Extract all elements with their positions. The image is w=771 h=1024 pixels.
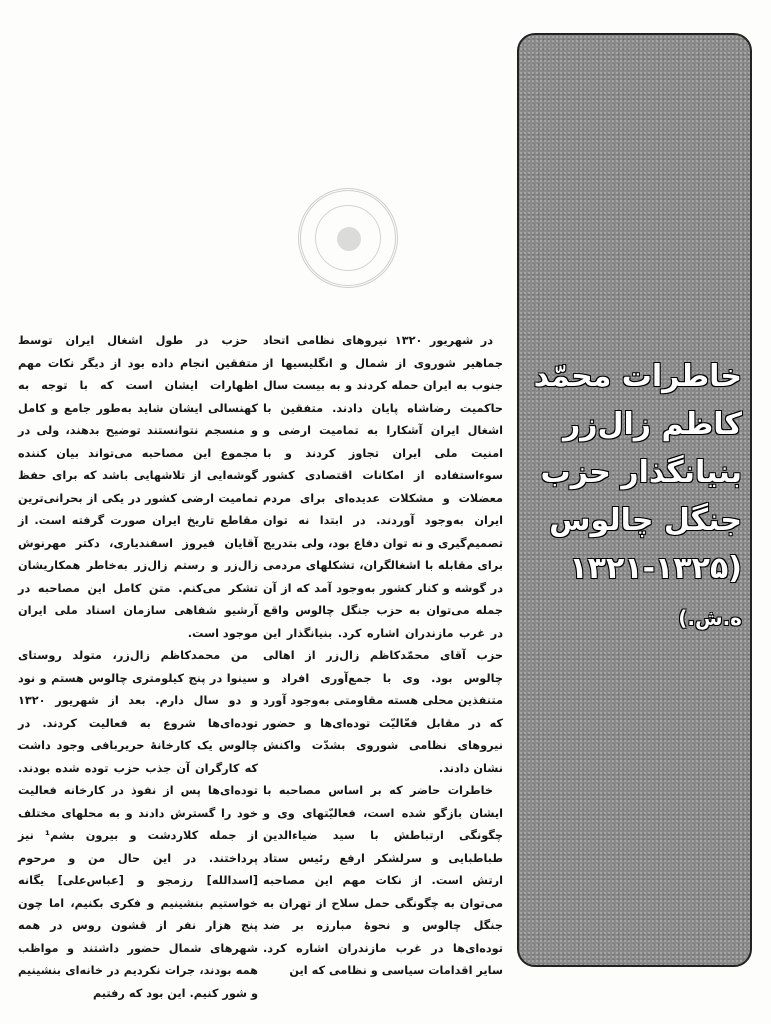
text-column-left <box>18 330 258 1005</box>
title-line: کاظم زال‌زر <box>562 407 742 442</box>
title-line: خاطرات محمّد <box>533 359 742 394</box>
stamp-emblem-icon <box>337 227 361 251</box>
paragraph: خاطرات حاضر که بر اساس مصاحبه با ایشان بازگو شده است، فعالیّتهای وی و چگونگی ارتباطش با سید ضیاءالدین طباطبایی و سرلشکر ارفع رئیس ستاد ارتش است. از نکات مهم این مصاحبه می‌توان به چگونگی حمل سلاح از تهران به جنگل چالوس و نحوهٔ مبارزه بر ضد توده‌ای‌ها در غرب مازندران اشاره کرد. سایر اقدامات سیاسی و نظامی که این <box>263 784 503 977</box>
title-panel <box>517 33 752 967</box>
title-line: بنیانگذار حزب <box>540 455 742 490</box>
paragraph: در شهریور ۱۳۲۰ نیروهای نظامی اتحاد جماهیر شوروی از شمال و انگلیسیها از جنوب به ایران حمله کردند و به بیست سال حاکمیت رضاشاه پایان دادند. متفقین با اشغال ایران آشکارا به تمامیت ارضی و امنیت ملی ایران تجاوز کردند و با سوءاستفاده از امکانات اقتصادی کشور معضلات و مشکلات عدیده‌ای برای مردم ایران به‌وجود آوردند. در ابتدا نه توان تصمیم‌گیری و نه توان دفاع بود، ولی بتدریج برای مقابله با اشغالگران، تشکلهای مردمی در گوشه و کنار کشور به‌وجود آمد که از آن جمله می‌توان به حزب جنگل چالوس واقع در غرب مازندران اشاره کرد. بنیانگذار این حزب آقای محمّدکاظم زال‌زر از اهالی چالوس بود. وی با جمع‌آوری افراد و متنفذین محلی هسته مقاومتی به‌وجود آورد که در مقابل فعّالیّت توده‌ای‌ها و حضور نیروهای نظامی شوروی بشدّت واکنش نشان دادند. <box>263 334 503 775</box>
text-column-right <box>263 330 503 983</box>
article-title <box>527 353 742 593</box>
title-date-suffix: ه.ش.) <box>678 606 742 630</box>
watermark-stamp <box>298 188 398 288</box>
title-line: (۱۳۲۱-۱۳۲۵ <box>569 551 742 586</box>
paragraph: حزب در طول اشغال ایران توسط متفقین انجام داده بود از دیگر نکات مهم اظهارات ایشان است که با توجه به کهنسالی ایشان شاید به‌طور جامع و کامل و منسجم نتوانستند توضیح بدهند، ولی در مجموع این مصاحبه می‌تواند بیان کننده گوشه‌ایی از تلاشهایی باشد که برای حفظ تمامیت ارضی کشور در یکی از بحرانی‌ترین مقاطع تاریخ ایران صورت گرفته است. از آقایان فیروز اسفندیاری، دکتر مهرنوش زال‌زر و رستم زال‌زر به‌خاطر همکاریشان تشکر می‌کنم. متن کامل این مصاحبه در آرشیو شفاهی سازمان اسناد ملی ایران موجود است. <box>18 334 258 640</box>
paragraph: من محمدکاظم زال‌زر، متولد روستای سینوا در پنج کیلومتری چالوس هستم و نود و دو سال دارم. بعد از شهریور ۱۳۲۰ توده‌ای‌ها شروع به فعالیت کردند. در چالوس یک کارخانهٔ حریربافی وجود داشت که کارگران آن جذب حزب توده شده بودند. توده‌ای‌ها پس از نفوذ در کارخانه فعالیت خود را گسترش دادند و به محلهای مختلف از جمله کلاردشت و بیرون بشم¹ نیز پرداختند. در این حال من و مرحوم [اسدالله] رزمجو و [عباس‌علی] یگانه خواستیم بنشینیم و فکری بکنیم، اما چون پنج هزار نفر از قشون روس در همه شهرهای شمال حضور داشتند و مواظب همه بودند، جرات نکردیم در خانه‌ای بنشینیم و شور کنیم. این بود که رفتیم <box>18 649 258 1000</box>
title-line: جنگل چالوس <box>549 503 742 538</box>
